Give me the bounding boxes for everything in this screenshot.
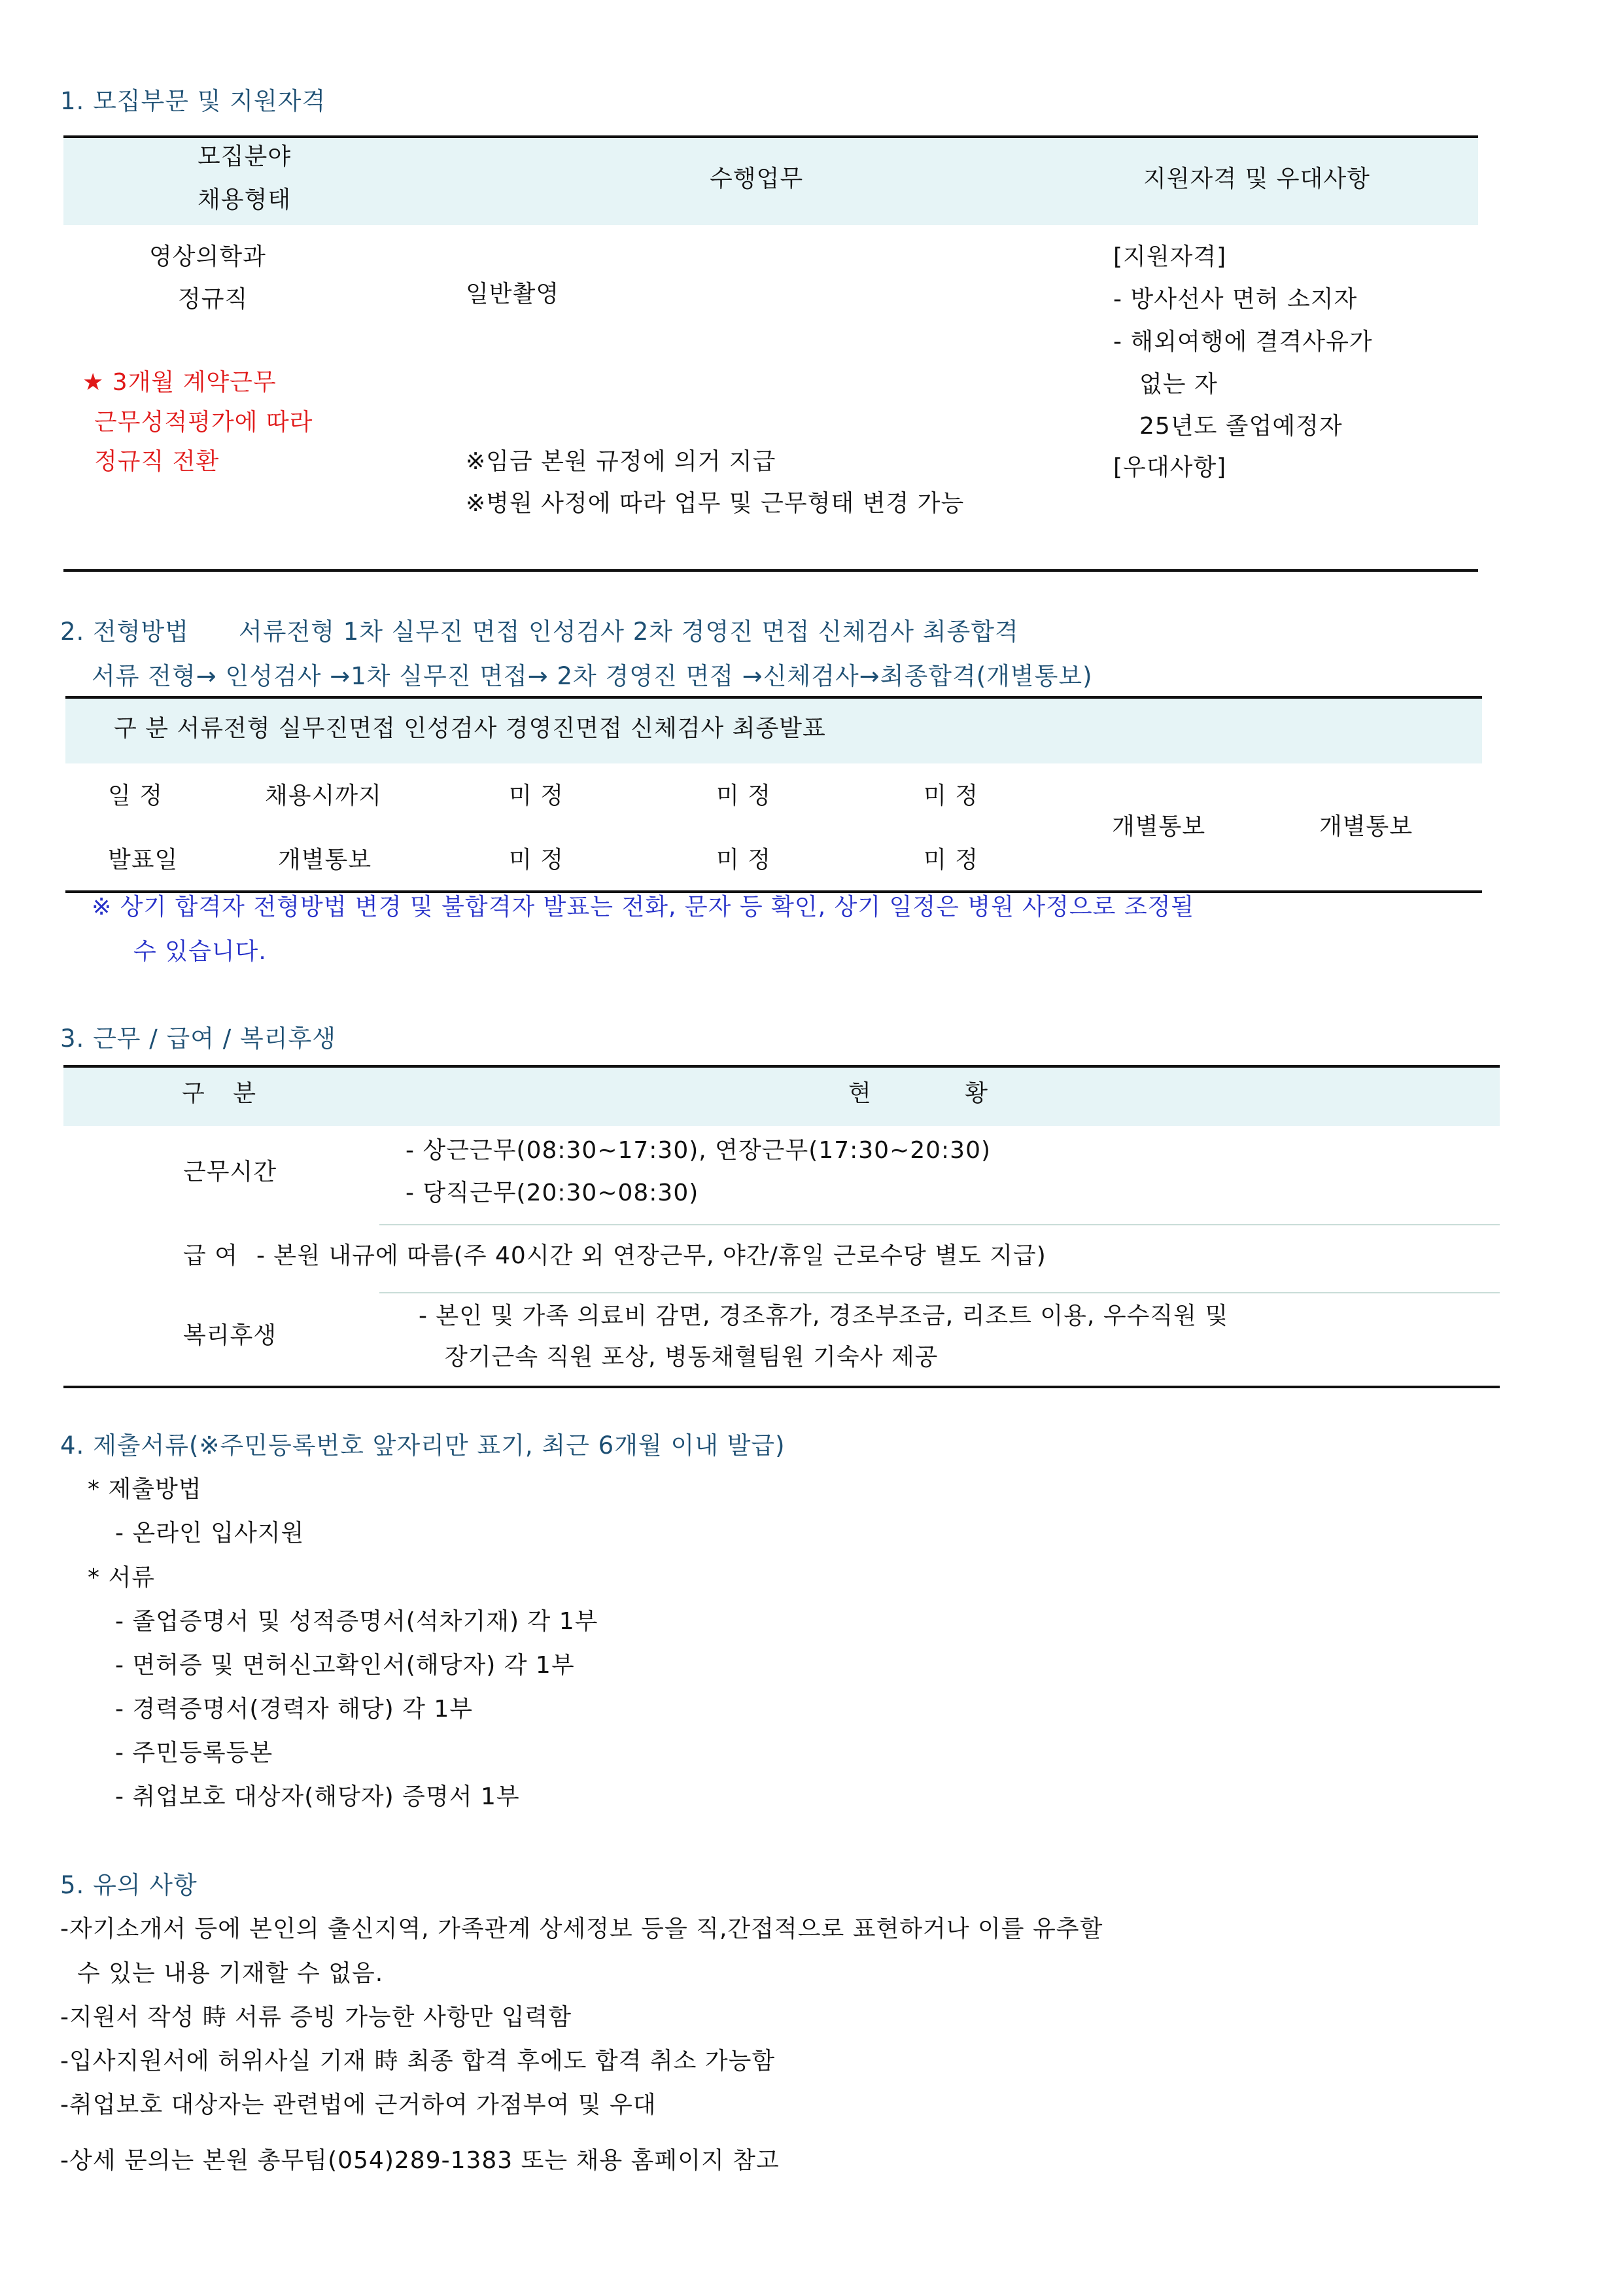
dept-name: 영상의학과	[149, 243, 266, 270]
contract-note-1: ★ 3개월 계약근무	[82, 369, 277, 396]
schedule-table-top-rule	[65, 696, 1482, 699]
document-item: - 경력증명서(경력자 해당) 각 1부	[115, 1696, 474, 1723]
welfare-label: 복리후생	[183, 1322, 277, 1349]
announce-document: 개별통보	[278, 847, 372, 873]
section-3-title: 3. 근무 / 급여 / 복리후생	[60, 1025, 336, 1053]
benefits-table-top-rule	[63, 1065, 1500, 1068]
schedule-personality-test: 미 정	[716, 782, 771, 809]
work-hours-duty: - 당직근무(20:30~08:30)	[406, 1180, 699, 1206]
submit-method-heading: * 제출방법	[88, 1476, 202, 1503]
section-2-title-steps: 서류전형 1차 실무진 면접 인성검사 2차 경영진 면접 신체검사 최종합격	[239, 618, 1019, 646]
announce-row-label: 발표일	[108, 847, 179, 873]
th-task: 수행업무	[710, 166, 804, 192]
contract-note-3: 정규직 전환	[94, 448, 220, 475]
announce-exec-interview: 미 정	[924, 847, 978, 873]
employment-type: 정규직	[178, 286, 249, 313]
documents-heading: * 서류	[88, 1564, 155, 1591]
caution-item: -자기소개서 등에 본인의 출신지역, 가족관계 상세정보 등을 직,간접적으로 표현하거나 이를 유추할	[60, 1916, 1103, 1942]
welfare-item-2: 장기근속 직원 포상, 병동채혈팀원 기숙사 제공	[445, 1344, 939, 1371]
schedule-staff-interview: 미 정	[509, 782, 564, 809]
document-item: - 면허증 및 면허신고확인서(해당자) 각 1부	[115, 1652, 575, 1679]
caution-item-cont: 수 있는 내용 기재할 수 없음.	[77, 1960, 384, 1987]
th-qualification: 지원자격 및 우대사항	[1143, 166, 1370, 192]
document-item: - 주민등록등본	[115, 1740, 273, 1766]
task-note-change: ※병원 사정에 따라 업무 및 근무형태 변경 가능	[466, 490, 965, 517]
task-note-wage: ※임금 본원 규정에 의거 지급	[466, 448, 776, 475]
th-employment-type: 채용형태	[198, 186, 292, 213]
qual-heading: [지원자격]	[1113, 243, 1227, 270]
work-hours-regular: - 상근근무(08:30~17:30), 연장근무(17:30~20:30)	[406, 1137, 992, 1164]
schedule-table-header: 구 분 서류전형 실무진면접 인성검사 경영진면접 신체검사 최종발표	[114, 715, 826, 742]
schedule-notice: ※ 상기 합격자 전형방법 변경 및 불합격자 발표는 전화, 문자 등 확인, 상기 일정은 병원 사정으로 조정될	[92, 894, 1195, 920]
caution-item: -입사지원서에 허위사실 기재 時 최종 합격 후에도 합격 취소 가능함	[60, 2048, 776, 2075]
section-4-title: 4. 제출서류(※주민등록번호 앞자리만 표기, 최근 6개월 이내 발급)	[60, 1431, 786, 1460]
announce-personality-test: 미 정	[716, 847, 771, 873]
document-item: - 취업보호 대상자(해당자) 증명서 1부	[115, 1783, 520, 1810]
schedule-row-label: 일 정	[108, 782, 163, 809]
schedule-final-announce: 개별통보	[1319, 813, 1413, 840]
preference-heading: [우대사항]	[1113, 454, 1227, 481]
qual-item-license: - 방사선사 면허 소지자	[1113, 286, 1358, 313]
benefits-th-status: 현 황	[848, 1080, 988, 1107]
benefits-th-category: 구 분	[182, 1080, 256, 1107]
caution-item: -취업보호 대상자는 관련법에 근거하여 가점부여 및 우대	[60, 2092, 657, 2118]
schedule-document: 채용시까지	[265, 782, 382, 809]
salary-text: - 본원 내규에 따름(주 40시간 외 연장근무, 야간/휴일 근로수당 별도 지급)	[256, 1242, 1046, 1269]
submit-method-online: - 온라인 입사지원	[115, 1520, 305, 1547]
qual-item-travel-cont: 없는 자	[1139, 371, 1218, 398]
benefits-table-bottom-rule	[63, 1386, 1500, 1388]
th-field: 모집분야	[198, 143, 292, 170]
section-5-title: 5. 유의 사항	[60, 1871, 198, 1899]
section-2-title: 2. 전형방법	[60, 618, 190, 646]
benefits-row-divider-1	[379, 1224, 1500, 1225]
document-item: - 졸업증명서 및 성적증명서(석차기재) 각 1부	[115, 1608, 598, 1635]
caution-item: -지원서 작성 時 서류 증빙 가능한 사항만 입력함	[60, 2004, 572, 2031]
qual-item-graduate: 25년도 졸업예정자	[1139, 413, 1343, 440]
selection-flow: 서류 전형→ 인성검사 →1차 실무진 면접→ 2차 경영진 면접 →신체검사→최종합격(개별통보)	[92, 662, 1093, 690]
salary-label: 급 여	[183, 1242, 238, 1269]
qual-item-travel: - 해외여행에 결격사유가	[1113, 328, 1373, 355]
caution-item-contact: -상세 문의는 본원 총무팀(054)289-1383 또는 채용 홈페이지 참고	[60, 2147, 780, 2174]
work-hours-label: 근무시간	[183, 1159, 277, 1185]
contract-note-2: 근무성적평가에 따라	[94, 409, 313, 436]
recruit-table-top-rule	[63, 135, 1478, 138]
schedule-notice-cont: 수 있습니다.	[133, 938, 267, 965]
section-1-title: 1. 모집부문 및 지원자격	[60, 87, 326, 115]
schedule-exec-interview: 미 정	[924, 782, 978, 809]
task-item: 일반촬영	[466, 281, 560, 307]
schedule-physical-exam: 개별통보	[1112, 813, 1206, 840]
welfare-item-1: - 본인 및 가족 의료비 감면, 경조휴가, 경조부조금, 리조트 이용, 우수직원 및	[419, 1303, 1229, 1329]
benefits-table-header-bg	[63, 1067, 1500, 1126]
announce-staff-interview: 미 정	[509, 847, 564, 873]
benefits-row-divider-2	[379, 1292, 1500, 1293]
recruit-table-bottom-rule	[63, 569, 1478, 572]
